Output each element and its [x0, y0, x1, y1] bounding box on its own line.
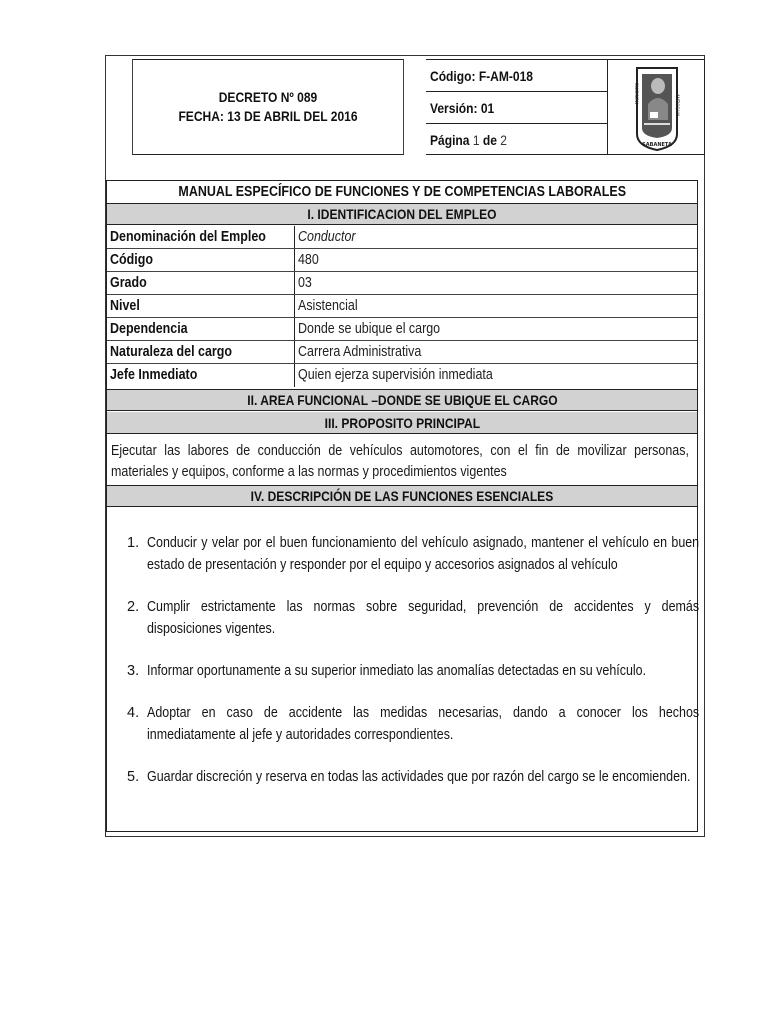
id-label: Naturaleza del cargo — [110, 344, 232, 360]
document-version: Versión: 01 — [430, 99, 495, 116]
id-row-dependencia — [107, 318, 697, 341]
section-purpose-header — [107, 412, 697, 434]
document-control-block — [426, 59, 608, 155]
purpose-text: Ejecutar las labores de conducción de vehículos automotores, con el fin de movilizar personas, materiales y equipos, conforme a las normas y procedimientos vigentes — [111, 443, 689, 480]
manual-title-row — [107, 181, 697, 203]
id-label: Código — [110, 252, 153, 268]
purpose-text-block — [107, 439, 697, 485]
id-row-codigo — [107, 249, 697, 272]
id-row-nivel — [107, 295, 697, 318]
section-area-title: II. AREA FUNCIONAL –DONDE SE UBIQUE EL CARGO — [246, 392, 558, 408]
svg-text:MUNICIPIO: MUNICIPIO — [634, 82, 640, 104]
id-row-naturaleza — [107, 341, 697, 364]
function-text: Cumplir estrictamente las normas sobre seguridad, prevención de accidentes y demás disposiciones vigentes. — [147, 599, 700, 637]
page-of: de — [482, 132, 497, 148]
function-number: 2. — [127, 599, 140, 615]
id-value: Donde se ubique el cargo — [298, 321, 441, 337]
id-value: Conductor — [298, 229, 356, 245]
id-label: Jefe Inmediato — [110, 367, 198, 383]
decree-date: FECHA: 13 DE ABRIL DEL 2016 — [178, 108, 358, 124]
logo-label: SABANETA — [642, 142, 672, 148]
page-total: 2 — [500, 132, 507, 148]
document-code: Código: F-AM-018 — [430, 67, 533, 84]
function-item — [127, 766, 693, 788]
id-value: 03 — [298, 275, 312, 291]
function-text: Adoptar en caso de accidente las medidas necesarias, dando a conocer los hechos inmediatamente al jefe y autoridades correspondientes. — [147, 705, 700, 743]
svg-text:ANTIOQUIA: ANTIOQUIA — [675, 94, 680, 117]
municipal-seal-logo — [634, 64, 680, 152]
logo-cell — [608, 59, 705, 155]
function-item — [127, 702, 700, 746]
functions-list — [127, 532, 700, 808]
function-item — [127, 596, 700, 640]
page-prefix: Página — [430, 132, 470, 148]
section-identification-header — [107, 203, 697, 225]
id-row-grado — [107, 272, 697, 295]
function-number: 5. — [127, 769, 140, 785]
section-functions-header — [107, 485, 697, 507]
id-row-jefe — [107, 364, 697, 387]
id-row-denominacion — [107, 226, 697, 249]
id-value: Carrera Administrativa — [298, 344, 422, 360]
id-label: Grado — [110, 275, 147, 291]
page-current: 1 — [472, 132, 480, 148]
function-text: Conducir y velar por el buen funcionamiento del vehículo asignado, mantener el vehículo en buen estado de presentación y responder por el equipo y accesorios asignados al vehículo — [147, 535, 700, 573]
function-number: 1. — [127, 535, 140, 551]
id-label: Dependencia — [110, 321, 188, 337]
section-area-header — [107, 389, 697, 411]
id-value: Quien ejerza supervisión inmediata — [298, 367, 493, 383]
page-indicator — [430, 132, 507, 148]
function-text: Informar oportunamente a su superior inmediato las anomalías detectadas en su vehículo. — [147, 663, 647, 679]
id-value: 480 — [298, 252, 319, 268]
function-item — [127, 532, 700, 576]
section-identification-title: I. IDENTIFICACION DEL EMPLEO — [307, 206, 497, 222]
function-number: 3. — [127, 663, 140, 679]
id-value: Asistencial — [298, 298, 358, 314]
decree-block — [132, 59, 404, 155]
function-text: Guardar discreción y reserva en todas las actividades que por razón del cargo se le encomienden. — [147, 769, 691, 785]
section-functions-title: IV. DESCRIPCIÓN DE LAS FUNCIONES ESENCIALES — [250, 488, 554, 504]
id-label: Denominación del Empleo — [110, 229, 266, 245]
manual-title: MANUAL ESPECÍFICO DE FUNCIONES Y DE COMPETENCIAS LABORALES — [178, 184, 626, 200]
function-number: 4. — [127, 705, 140, 721]
document-header — [110, 59, 703, 156]
id-label: Nivel — [110, 298, 140, 314]
job-manual-table — [106, 180, 698, 832]
function-item — [127, 660, 693, 682]
decree-number: DECRETO Nº 089 — [218, 89, 318, 105]
section-purpose-title: III. PROPOSITO PRINCIPAL — [324, 414, 480, 431]
